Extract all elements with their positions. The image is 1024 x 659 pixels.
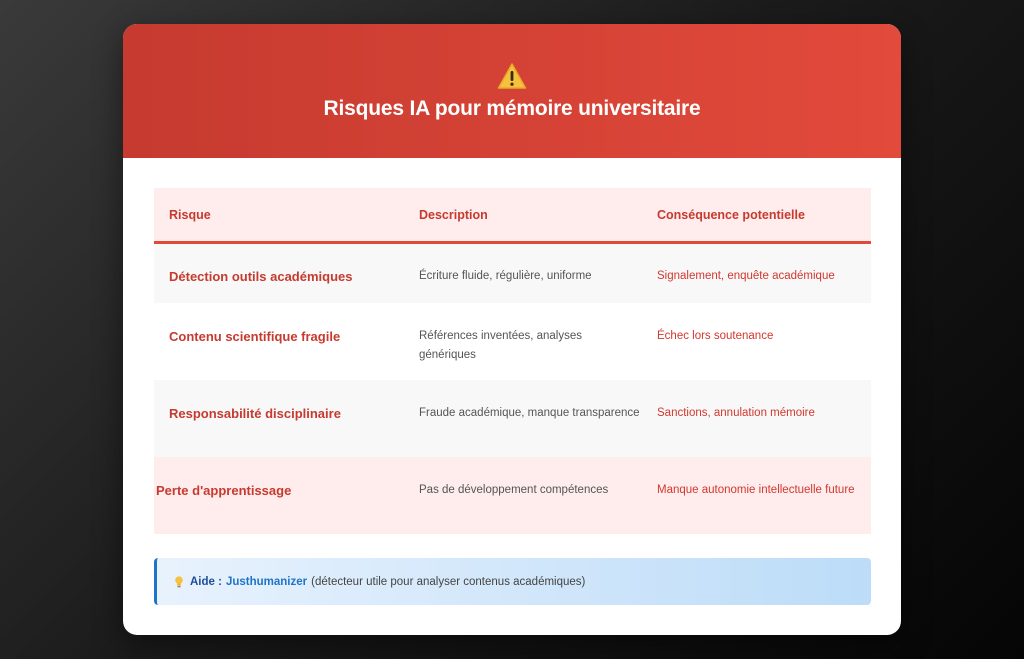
table-row bbox=[154, 457, 871, 534]
risk-cell: Contenu scientifique fragile bbox=[169, 329, 341, 344]
column-header-description: Description bbox=[419, 207, 488, 222]
warning-icon bbox=[497, 24, 527, 90]
consequence-cell: Échec lors soutenance bbox=[657, 330, 774, 342]
description-cell: Références inventées, analyses génériques bbox=[419, 330, 583, 361]
risk-cell: Détection outils académiques bbox=[169, 269, 353, 284]
column-header-consequence: Conséquence potentielle bbox=[657, 207, 805, 222]
description-cell: Écriture fluide, régulière, uniforme bbox=[419, 270, 592, 282]
tip-box bbox=[154, 558, 871, 605]
consequence-cell: Manque autonomie intellectuelle future bbox=[657, 484, 855, 496]
table-row bbox=[154, 380, 871, 457]
risk-cell: Perte d'apprentissage bbox=[156, 483, 292, 498]
justhumanizer-link[interactable]: Justhumanizer bbox=[225, 575, 308, 588]
description-cell: Pas de développement compétences bbox=[419, 484, 609, 496]
description-cell: Fraude académique, manque transparence bbox=[419, 407, 640, 419]
consequence-cell: Signalement, enquête académique bbox=[657, 270, 835, 282]
card-header bbox=[123, 24, 901, 158]
table-header-row bbox=[154, 188, 871, 244]
risk-cell: Responsabilité disciplinaire bbox=[169, 406, 341, 421]
page-title: Risques IA pour mémoire universitaire bbox=[323, 97, 701, 120]
column-header-risk: Risque bbox=[169, 207, 211, 222]
lightbulb-icon bbox=[174, 576, 184, 588]
consequence-cell: Sanctions, annulation mémoire bbox=[657, 407, 815, 419]
tip-label: Aide : bbox=[190, 575, 222, 588]
risk-table bbox=[154, 188, 871, 534]
tip-text: (détecteur utile pour analyser contenus académiques) bbox=[311, 575, 586, 588]
risk-card bbox=[123, 24, 901, 635]
table-row bbox=[154, 244, 871, 303]
table-row bbox=[154, 303, 871, 380]
